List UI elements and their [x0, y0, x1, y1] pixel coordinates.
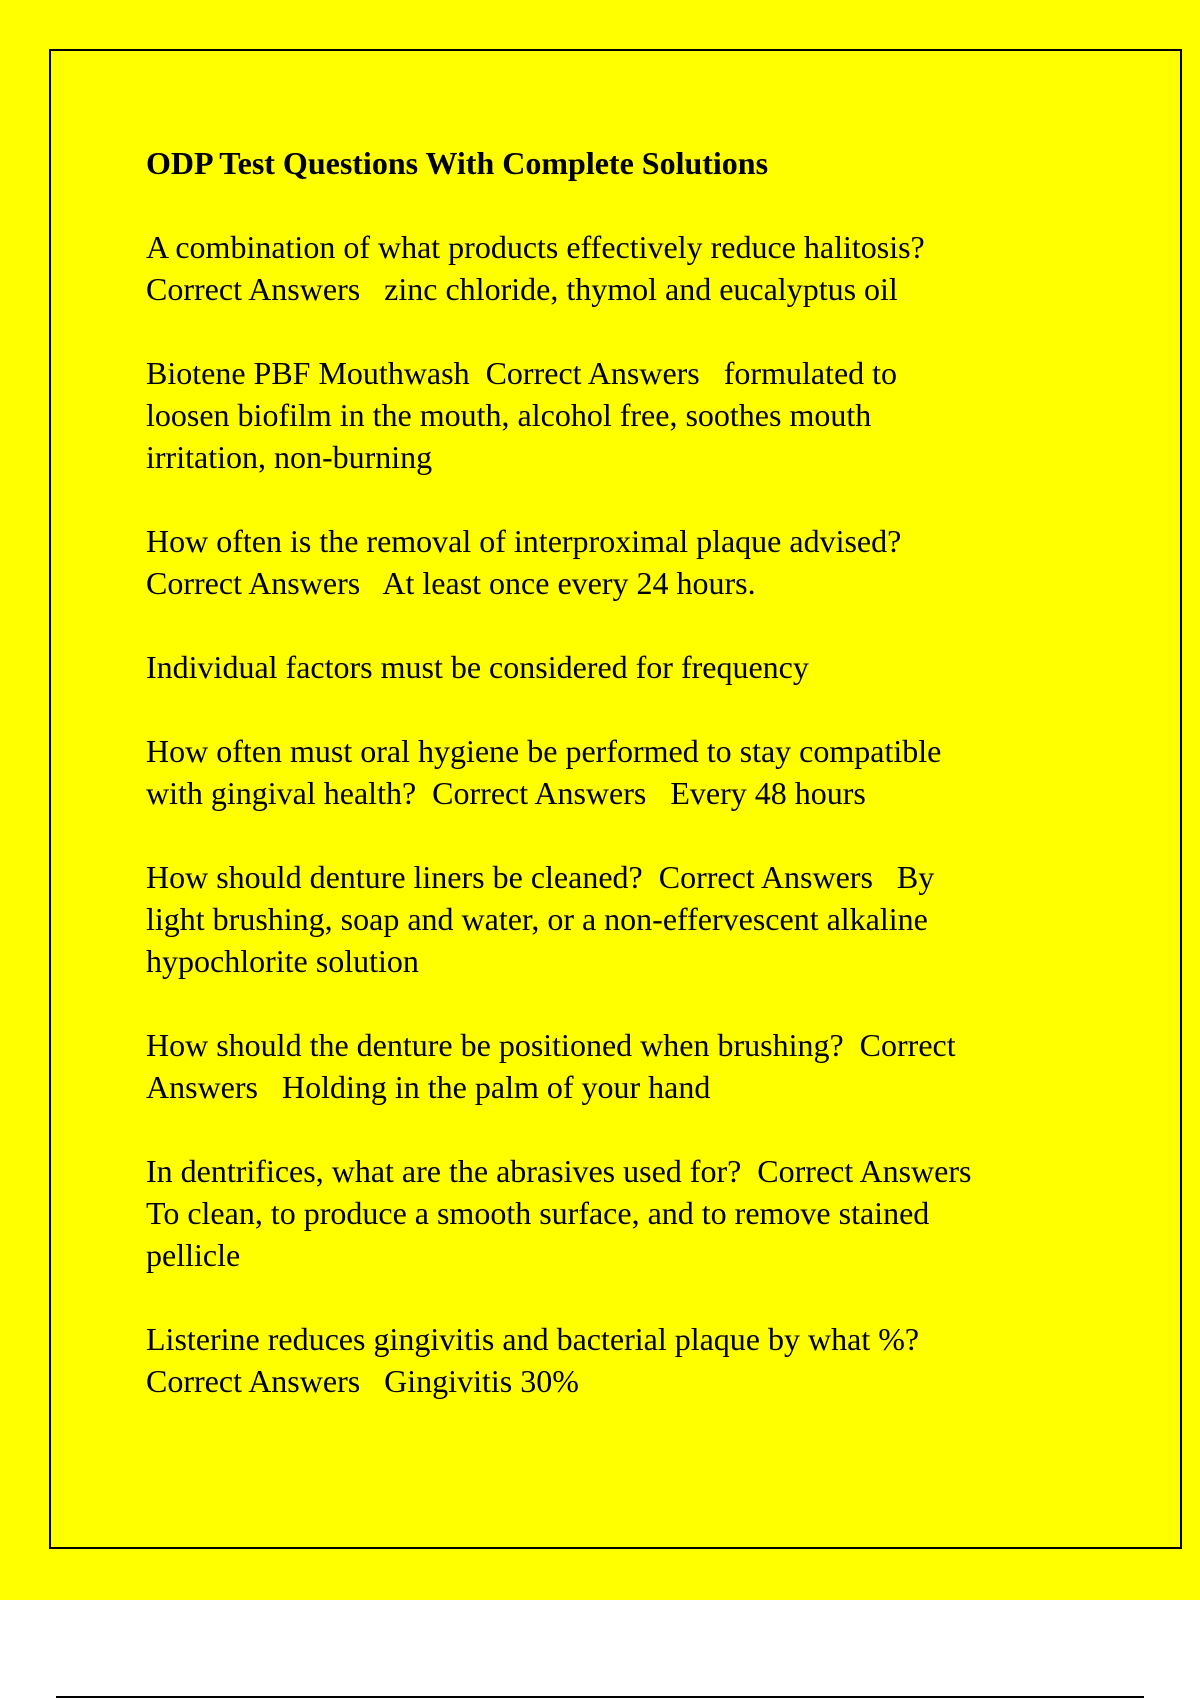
footer-divider — [56, 1696, 1144, 1698]
qa-oral-hygiene-frequency: How often must oral hygiene be performed to stay compatible with gingival health? Correct Answers Every 48 hours — [146, 733, 942, 811]
qa-denture-liners: How should denture liners be cleaned? Correct Answers By light brushing, soap and water, or a non-effervescent alkaline hypochlorite solution — [146, 859, 935, 979]
qa-interproximal-plaque: How often is the removal of interproximal plaque advised? Correct Answers At least once every 24 hours. — [146, 523, 902, 601]
qa-listerine-reduction: Listerine reduces gingivitis and bacterial plaque by what %? Correct Answers Gingivitis 30% — [146, 1321, 920, 1399]
qa-biotene-mouthwash: Biotene PBF Mouthwash Correct Answers formulated to loosen biofilm in the mouth, alcohol free, soothes mouth irritation, non-burning — [146, 355, 898, 475]
qa-denture-position: How should the denture be positioned when brushing? Correct Answers Holding in the palm of your hand — [146, 1027, 956, 1105]
document-content — [146, 142, 1106, 1444]
note-individual-factors: Individual factors must be considered for frequency — [146, 649, 809, 685]
qa-dentrifice-abrasives: In dentrifices, what are the abrasives used for? Correct Answers To clean, to produce a smooth surface, and to remove stained pellicle — [146, 1153, 972, 1273]
qa-halitosis-products: A combination of what products effectively reduce halitosis? Correct Answers zinc chloride, thymol and eucalyptus oil — [146, 229, 925, 307]
document-title: ODP Test Questions With Complete Solutions — [146, 145, 769, 181]
